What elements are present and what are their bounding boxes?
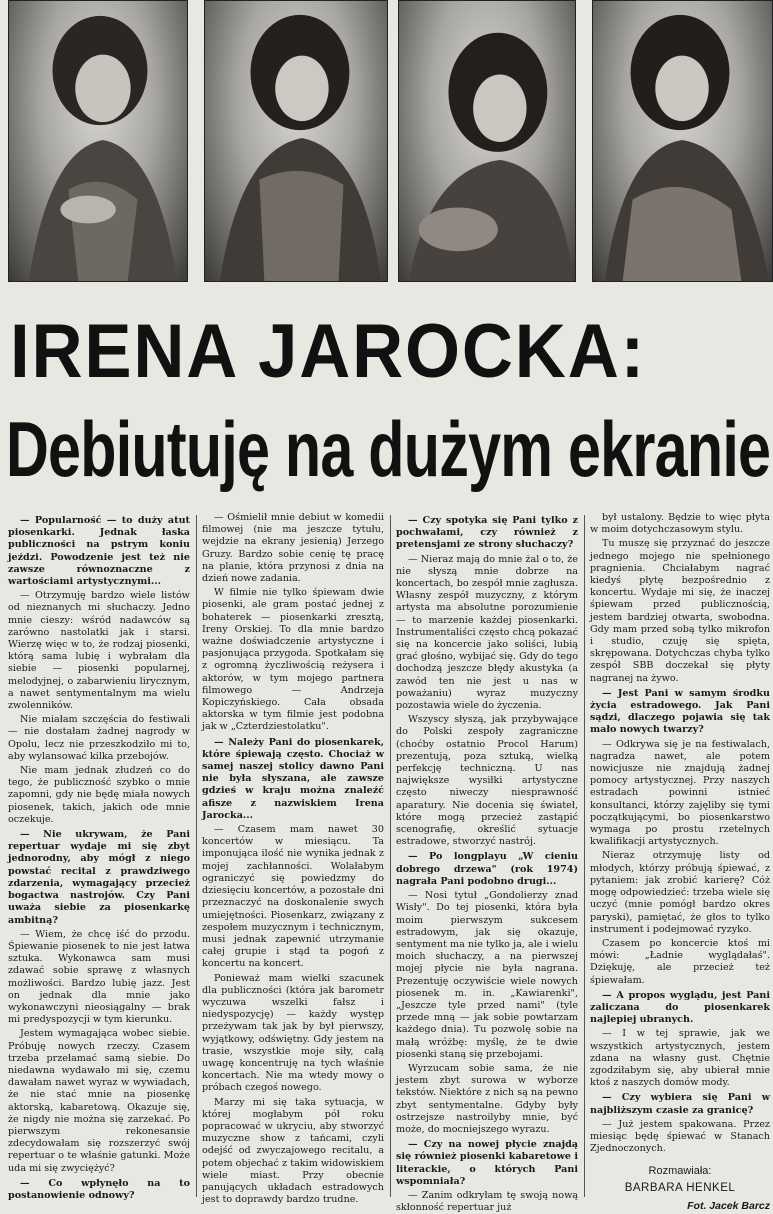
- interview-answer: — Ośmielił mnie debiut w komedii filmowej (nie ma jeszcze tytułu, wejdzie na ekrany jesienią) Jerzego Gruzy. Bardzo sobie cenię tę pracę na planie, która przynosi z dnia na dzień nowe zadania.: [202, 512, 384, 585]
- article-column-1: [8, 512, 190, 1200]
- interview-question: — Nie ukrywam, że Pani repertuar wydaje mi się zbyt jednorodny, aby mógł z niego powstać recital z prawdziwego zdarzenia, wymagający przecież bogactwa nastrojów. Czy Pani uważa siebie za piosenkarkę ambitną?: [8, 829, 190, 926]
- interview-answer: — Już jestem spakowana. Przez miesiąc będę śpiewać w Stanach Zjednoczonych.: [590, 1118, 770, 1155]
- interview-answer: Nie mam jednak złudzeń co do tego, że publiczność szybko o mnie zapomni, gdy nie będę miała nowych piosenek, takich, jakich ode mnie oczekuje.: [8, 765, 190, 825]
- interview-answer: Nie miałam szczęścia do festiwali — nie dostałam żadnej nagrody w Opolu, lecz nie przeszkodziło mi to, aby wylansować kilka przebojów.: [8, 714, 190, 762]
- interview-answer: — Zanim odkryłam tę swoją nową skłonność repertuar już: [396, 1189, 578, 1214]
- interview-question: — Jest Pani w samym środku życia estradowego. Jak Pani sądzi, dlaczego pojawia się tak mało nowych twarzy?: [590, 687, 770, 736]
- photo-portrait-4: [592, 0, 773, 282]
- interview-question: — Czy na nowej płycie znajdą się również piosenki kabaretowe i literackie, o których Pani wspomniała?: [396, 1139, 578, 1187]
- article-body: [0, 512, 773, 1214]
- interview-question: — Popularność — to duży atut piosenkarki. Jednak łaska publiczności na pstrym koniu jeździ. Powodzenie jest też nie zawsze równoznaczne z wartościami artystycznymi...: [8, 515, 190, 588]
- interview-answer: Nieraz otrzymuję listy od młodych, którzy próbują śpiewać, z pytaniem: jak zrobić karierę? Cóż mogę odpowiedzieć: trzeba wiele się uczyć (mnie pomógł bardzo okres paryski), pamiętać, że głos to tylko instrument i podejmować ryzyko.: [590, 850, 770, 935]
- interview-answer: — Otrzymuję bardzo wiele listów od nieznanych mi słuchaczy. Jedno mnie cieszy: wśród nadawców są zarówno nastolatki jak i starsi. Wierzę więc w to, że rodzaj piosenki, którą sama lubię i wybrałam dla siebie — piosenki popularnej, melodyjnej, o zabarwieniu lirycznym, a nawet sentymentalnym ma wielu zwolenników.: [8, 590, 190, 712]
- photo-credit: Fot. Jacek Barcz: [687, 1199, 770, 1212]
- interview-question: — Po longplayu „W cieniu dobrego drzewa" (rok 1974) nagrała Pani podobno drugi...: [396, 851, 578, 887]
- interview-answer: Tu muszę się przyznać do jeszcze jednego mojego nie spełnionego pragnienia. Chciałabym nagrać kiedyś płytę bezpośrednio z koncertu. Wydaje mi się, że inaczej śpiewam przed publicznością, jestem bardziej otwarta, swobodna. Gdy mam przed sobą tylko mikrofon i studio, czuję się spięta, skrępowana. Dotychczas chyba tylko zespół SBB doczekał się płyty nagranej na żywo.: [590, 538, 770, 684]
- interview-answer: Ponieważ mam wielki szacunek dla publiczności (która jak barometr wyczuwa wszelki fałsz i niedyspozycję) — każdy występ przeżywam tak jak by był pierwszy, wyjątkowy, odświętny. Gdy jestem na trasie, wszystkie moje siły, całą uwagę koncentruję na tych właśnie koncertach. Nie ma wtedy mowy o próbach czegoś nowego.: [202, 972, 384, 1094]
- interview-answer: był ustalony. Będzie to więc płyta w moim dotychczasowym stylu.: [590, 512, 770, 536]
- interview-answer: W filmie nie tylko śpiewam dwie piosenki, ale gram postać jednej z bohaterek — piosenkarki zresztą, Ireny Orskiej. To dla mnie bardzo ważne doświadczenie artystyczne i pasjonująca przygoda. Spotkałam się z ogromną życzliwością reżysera i aktorów, w tym mojego partnera filmowego — Andrzeja Kopiczyńskiego. Cała obsada aktorska w tym filmie jest podobna jak w „Czterdziestolatku".: [202, 587, 384, 733]
- signature-block: [590, 1165, 770, 1212]
- interview-question: — Należy Pani do piosenkarek, które śpiewają często. Chociaż w samej naszej stolicy dawno Pani nie była słyszana, ale zawsze gdzieś w kraju można znaleźć afisze z nazwiskiem Irena Jarocka...: [202, 736, 384, 821]
- interview-answer: Wszyscy słyszą, jak przybywające do Polski zespoły zagraniczne (choćby ostatnio Procol Harum) prezentują, poza sztuką, wielką perfekcję techniczną. U nas największe wysiłki artystyczne często niweczy niesprawność aparatury. Nie docenia się świateł, które mogą przecież zastąpić scenografię, określić sytuacje estradowe, stworzyć nastrój.: [396, 714, 578, 848]
- interview-answer: — Czasem mam nawet 30 koncertów w miesiącu. Ta imponująca ilość nie wynika jednak z mojej zachłanności. Wolałabym ograniczyć się powiedzmy do dziesięciu koncertów, a pozostałe dni przeznaczyć na doskonalenie swych umiejętności. Piosenkarz, związany z zespołem muzycznym i technicznym, musi jednak zapewnić utrzymanie całej grupie i stąd ta pogoń z koncertu na koncert.: [202, 824, 384, 970]
- interview-answer: — Nosi tytuł „Gondolierzy znad Wisły". Do tej piosenki, która była moim pierwszym sukcesem estradowym, jak się okazuje, sentyment ma nie tylko ja, ale i wielu moich słuchaczy, a na pierwszej mojej płycie nie była nagrana. Prezentuję oczywiście wiele nowych piosenek m. in. „Kawiarenki", „Jeszcze tyle przed nami" (tyle przede mną — jak sobie powtarzam każdego dnia). Tu pozwolę sobie na małą wróżbę: myślę, że te dwie piosenki staną się przebojami.: [396, 890, 578, 1060]
- signature-label: Rozmawiała:: [648, 1165, 712, 1178]
- interview-question: — Czy spotyka się Pani tylko z pochwałami, czy również z pretensjami ze strony słuchaczy?: [396, 515, 578, 551]
- article-column-2: [202, 512, 384, 1206]
- interview-answer: — I w tej sprawie, jak we wszystkich artystycznych, jestem zdana na własny gust. Chętnie zgodziłabym się, aby ubierał mnie ktoś z naszych domów mody.: [590, 1028, 770, 1089]
- column-4-text: [590, 512, 770, 1155]
- photo-strip: [0, 0, 773, 288]
- interview-question: — A propos wyglądu, jest Pani zaliczana do piosenkarek najlepiej ubranych.: [590, 989, 770, 1026]
- article-column-3: [396, 512, 578, 1214]
- interview-question: — Czy wybiera się Pani w najbliższym czasie za granicę?: [590, 1092, 770, 1116]
- headline-subtitle: Debiutuję na dużym ekranie: [6, 405, 771, 493]
- interview-answer: Marzy mi się taka sytuacja, w której mogłabym pół roku popracować w ukryciu, aby stworzyć muzyczne show z tańcami, czyli odejść od zwyczajowego recitalu, a potem objechać z takim widowiskiem wiele miast. Przy obecnie panujących układach estradowych jest to doprawdy bardzo trudne.: [202, 1096, 384, 1206]
- headline-title: IRENA JAROCKA:: [10, 309, 647, 394]
- interview-answer: Wyrzucam sobie sama, że nie jestem zbyt surowa w wyborze tekstów. Niektóre z nich są na pewno zbyt sentymentalne. Gdyby były ostrzejsze nastroilyby mnie, być może, do mocniejszego wyrazu.: [396, 1062, 578, 1135]
- interview-answer: — Odkrywa się je na festiwalach, nagradza nawet, ale potem nowicjusze nie znajdują żadnej pomocy artystycznej. Przy naszych estradach powinni istnieć konsultanci, którzy zajęliby się tymi początkującymi, bo piosenkarstwo wymaga po prostu rzetelnych kwalifikacji artystycznych.: [590, 738, 770, 848]
- interview-answer: Jestem wymagająca wobec siebie. Próbuję nowych rzeczy. Czasem trzeba przełamać samą siebie. Do niedawna wydawało mi się, czemu dawałam nawet wyraz w wywiadach, że nie stać mnie na piosenkę aktorską, kabaretową. Okazuje się, że nigdy nie można się zarzekać. Po pierwszym rekonesansie zdecydowałam się rozszerzyć swój repertuar o te właśnie gatunki. Może uda mi się zwyciężyć?: [8, 1028, 190, 1174]
- signature-author: BARBARA HENKEL: [624, 1181, 736, 1194]
- interview-answer: — Nieraz mają do mnie żal o to, że nie słyszą mnie dobrze na koncertach, bo zespół mnie zagłusza. Własny zespół muzyczny, z którym artysta ma absolutne porozumienie — to marzenie każdej piosenkarki. Instrumentaliści często chcą pokazać się na koncercie jako soliści, lubią grać głośno, wybijać się. Gdy do tego dochodzą jeszcze błędy akustyka (a zawód ten nie jest u nas w poważaniu) wyraz muzyczny pozostawia wiele do życzenia.: [396, 553, 578, 712]
- photo-portrait-3: [398, 0, 576, 282]
- photo-portrait-2: [204, 0, 388, 282]
- interview-question: — Co wpłynęło na to postanowienie odnowy?: [8, 1177, 190, 1201]
- article-column-4: [590, 512, 770, 1212]
- photo-portrait-1: [8, 0, 188, 282]
- interview-answer: Czasem po koncercie ktoś mi mówi: „Ładnie wyglądałaś". Dziękuję, ale przecież też śpiewałam.: [590, 937, 770, 986]
- interview-answer: — Wiem, że chcę iść do przodu. Śpiewanie piosenek to nie jest łatwa sztuka. Wykonawca sam musi zdawać sobie sprawę z własnych możliwości. Bardzo lubię jazz. Jest on jednak dla mnie jako wykonawczyni nieosiągalny — brak mi predyspozycji w tym kierunku.: [8, 928, 190, 1026]
